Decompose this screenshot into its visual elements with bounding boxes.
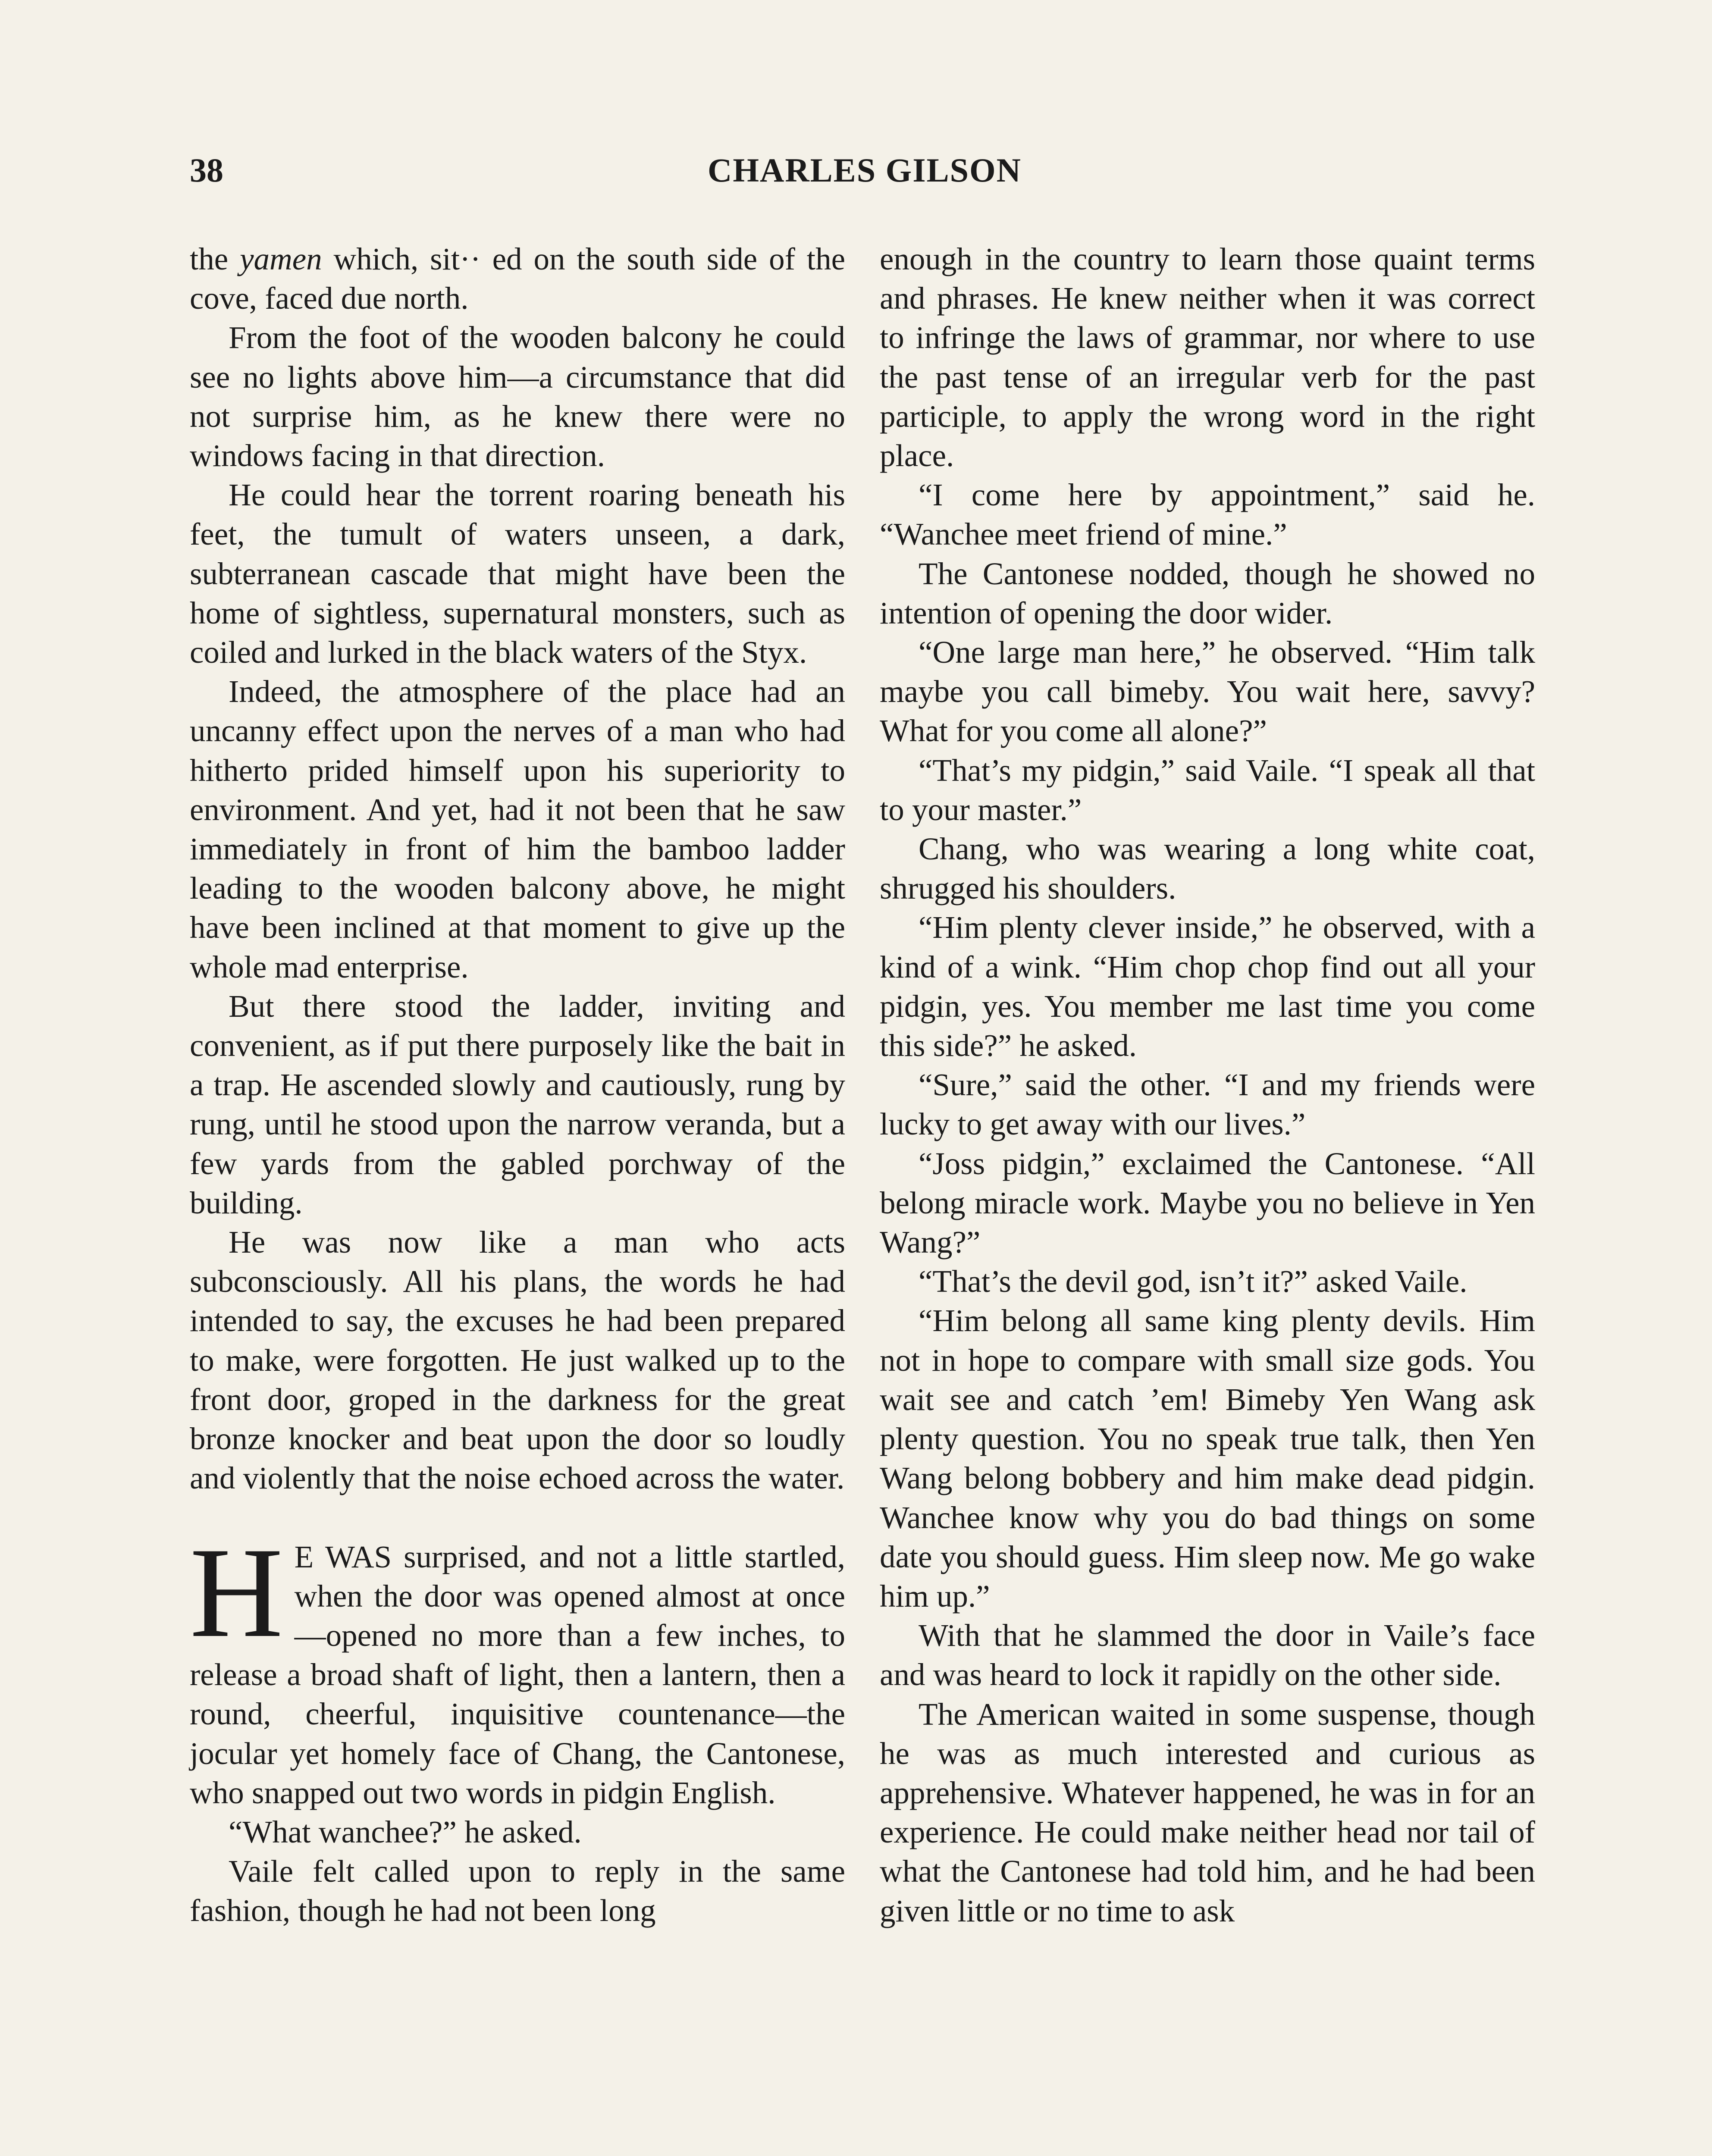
right-column [880,239,1535,1930]
paragraph: Chang, who was wearing a long white coat, shrugged his shoulders. [880,831,1535,906]
paragraph: But there stood the ladder, inviting and convenient, as if put there purposely like the bait in a trap. He ascended slowly and cautiously, rung by rung, until he stood upon the narrow veranda, but a few yards from the gabled porchway of the building. [190,988,845,1220]
paragraph: From the foot of the wooden balcony he could see no lights above him—a circumstance that did not surprise him, as he knew there were no windows facing in that direction. [190,320,845,473]
paragraph: Indeed, the atmosphere of the place had an uncanny effect upon the nerves of a man who had hitherto prided himself upon his superiority to environment. And yet, had it not been that he saw immediately in front of him the bamboo ladder leading to the wooden balcony above, he might have been inclined at that moment to give up the whole mad enterprise. [190,674,845,984]
paragraph: “Him belong all same king plenty devils. Him not in hope to compare with small size gods. You wait see and catch ’em! Bimeby Yen Wang ask plenty question. You no speak true talk, then Yen Wang belong bobbery and him make dead pidgin. Wanchee know why you do bad things on some date you should guess. Him sleep now. Me go wake him up.” [880,1303,1535,1614]
left-column [190,239,845,1930]
text-run: E WAS surprised, and not a little startled, when the door was opened almost at once—opened no more than a few inches, to release a broad shaft of light, then a lantern, then a round, cheerful, inquisitive countenance—the jocular yet homely face of Chang, the Cantonese, who snapped out two words in pidgin English. [190,1539,845,1810]
paragraph: “That’s my pidgin,” said Vaile. “I speak all that to your master.” [880,752,1535,827]
paragraph: He was now like a man who acts subconsciously. All his plans, the words he had intended to say, the excuses he had been prepared to make, were forgotten. He just walked up to the front door, groped in the darkness for the great bronze knocker and beat upon the door so loudly and violently that the noise echoed across the water. [190,1225,845,1496]
paragraph: “One large man here,” he observed. “Him talk maybe you call bimeby. You wait here, savvy? What for you come all alone?” [880,635,1535,749]
paragraph: enough in the country to learn those quaint terms and phrases. He knew neither when it was correct to infringe the laws of grammar, nor where to use the past tense of an irregular verb for the past participle, to apply the wrong word in the right place. [880,241,1535,473]
running-head: CHARLES GILSON [707,151,1022,189]
paragraph [190,239,845,318]
paragraph: The Cantonese nodded, though he showed no intention of opening the door wider. [880,556,1535,630]
paragraph: “Joss pidgin,” exclaimed the Cantonese. “All belong miracle work. Maybe you no believe in Yen Wang?” [880,1146,1535,1260]
paragraph: “I come here by appointment,” said he. “Wanchee meet friend of mine.” [880,477,1535,552]
text-run: which, sit·· ed on the south side of the cove, faced due north. [190,241,845,316]
paragraph: “What wanchee?” he asked. [229,1814,582,1849]
paragraph: “That’s the devil god, isn’t it?” asked Vaile. [919,1264,1467,1299]
paragraph: Vaile felt called upon to reply in the same fashion, though he had not been long [190,1854,845,1928]
paragraph: “Him plenty clever inside,” he observed, with a kind of a wink. “Him chop chop find out all your pidgin, yes. You member me last time you come this side?” he asked. [880,910,1535,1063]
section-break [190,1498,845,1537]
drop-cap: H [190,1520,283,1664]
paragraph: “Sure,” said the other. “I and my friends were lucky to get away with our lives.” [880,1067,1535,1142]
paragraph: The American waited in some suspense, though he was as much interested and curious as apprehensive. Whatever happened, he was in for an experience. He could make neither head nor tail of what the Cantonese had told him, and he had been given little or no time to ask [880,1696,1535,1928]
paragraph: With that he slammed the door in Vaile’s face and was heard to lock it rapidly on the other side. [880,1618,1535,1692]
page-number: 38 [190,151,223,189]
paragraph: He could hear the torrent roaring beneath his feet, the tumult of waters unseen, a dark, subterranean cascade that might have been the home of sightless, supernatural monsters, such as coiled and lurked in the black waters of the Styx. [190,477,845,670]
italic-word: yamen [240,241,322,276]
text-run: the [190,241,240,276]
paragraph [190,1520,845,1812]
